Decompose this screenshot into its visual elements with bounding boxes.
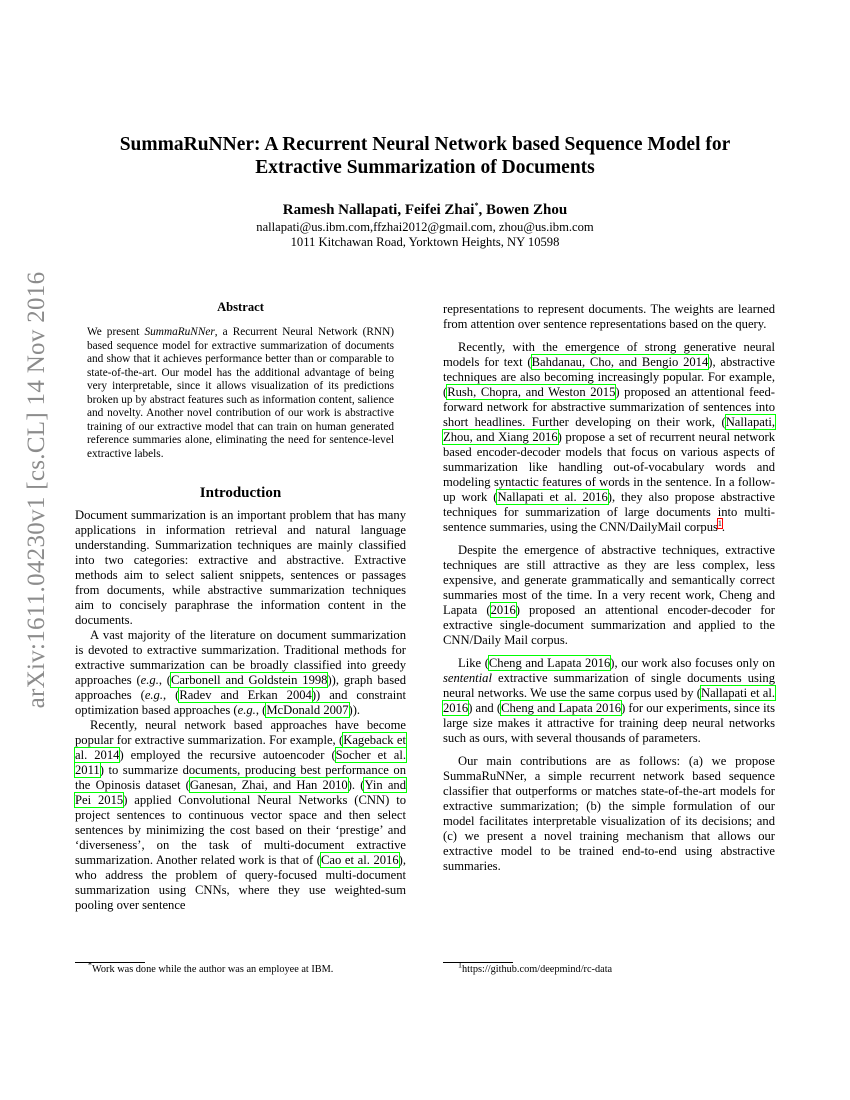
eg-abbrev: e.g.: [140, 673, 159, 687]
abstract-body: [87, 326, 394, 461]
author-emails: nallapati@us.ibm.com,ffzhai2012@gmail.com, zhou@us.ibm.com: [256, 220, 594, 234]
paragraph-text: , (: [163, 688, 180, 702]
paragraph-text: , (: [158, 673, 172, 687]
citation-link[interactable]: Yin and Pei 2015: [75, 778, 407, 807]
paragraph-text: ) to summarize documents, producing best performance on the Opinosis dataset (: [75, 763, 406, 792]
paragraph-text: ) and (: [468, 701, 502, 715]
citation-link[interactable]: Cheng and Lapata 2016: [488, 656, 611, 670]
right-paragraph-4: [443, 656, 775, 746]
emphasis-text: sentential: [443, 671, 492, 685]
title-line-2: Extractive Summarization of Documents: [255, 157, 595, 178]
citation-link[interactable]: 2016: [490, 603, 516, 617]
title-line-1: SummaRuNNer: A Recurrent Neural Network based Sequence Model for: [119, 134, 731, 155]
paragraph-text: ) propose a set of recurrent neural network based encoder-decoder models that focus on various aspects of summarization like handling out-of-vocabulary words and modeling syntactic features of words in the sentence. In a follow-up work (: [443, 430, 775, 504]
footnote-right: [458, 960, 613, 976]
citation-link[interactable]: McDonald 2007: [266, 703, 349, 717]
paragraph-text: extractive summarization of single documents using neural networks. We use the same corpus used by (: [443, 671, 775, 700]
citation-link[interactable]: Nallapati et al. 2016: [497, 490, 608, 504]
paragraph-text: ), who address the problem of query-focused multi-document summarization using CNNs, where they use weighted-sum pooling over sentence: [75, 853, 406, 912]
paragraph-text: )), graph based approaches (: [75, 673, 407, 702]
footnote-text: Work was done while the author was an employee at IBM.: [92, 964, 334, 975]
citation-link[interactable]: Nallapati et al. 2016: [443, 686, 775, 715]
author-address: 1011 Kitchawan Road, Yorktown Heights, NY 10598: [290, 235, 560, 249]
author-list: [75, 202, 775, 219]
author-footnote-mark: *: [474, 201, 479, 210]
paper-title: [75, 133, 775, 179]
paragraph-text: Recently, with the emergence of strong generative neural models for text (: [443, 340, 775, 369]
citation-link[interactable]: Radev and Erkan 2004: [179, 688, 312, 702]
paragraph-text: ) for our experiments, since its large size makes it attractive for training deep neural networks such as ours, with several thousands of parameters.: [443, 701, 775, 745]
paragraph-text: )).: [348, 703, 361, 717]
citation-link[interactable]: Bahdanau, Cho, and Bengio 2014: [531, 355, 709, 369]
introduction-heading: Introduction: [199, 485, 282, 501]
paragraph-text: ) employed the recursive autoencoder (: [119, 748, 336, 762]
footnote-url[interactable]: https://github.com/deepmind/rc-data: [462, 964, 613, 975]
citation-link[interactable]: Nallapati, Zhou, and Xiang 2016: [443, 415, 775, 444]
abstract-text: We present: [87, 326, 145, 338]
right-paragraph-2: [443, 340, 775, 535]
arxiv-id: arXiv:1611.04230v1 [cs.CL] 14 Nov 2016: [23, 271, 50, 709]
citation-link[interactable]: Socher et al. 2011: [75, 748, 407, 777]
paragraph-text: Recently, neural network based approaches have become popular for extractive summarization. For example, (: [75, 718, 406, 747]
citation-link[interactable]: Carbonell and Goldstein 1998: [171, 673, 328, 687]
paragraph-text: ) proposed an attentional encoder-decoder for extractive single-document summarization and applied to the CNN/Daily Mail corpus.: [443, 603, 775, 647]
paragraph-text: ) proposed an attentional feed-forward network for abstractive summarization of sentences into short headlines. Further developing on their work, (: [443, 385, 775, 429]
intro-paragraph-1: Document summarization is an important problem that has many applications in information retrieval and natural language understanding. Summarization techniques are mainly classified into two categories: extractive and abstractive. Extractive methods aim to select salient snippets, sentences or passages from documents, while abstractive summarization techniques aim to concisely paraphrase the information content in the documents.: [75, 508, 406, 627]
authors-part-1: Ramesh Nallapati, Feifei Zhai: [282, 202, 475, 218]
eg-abbrev: e.g.: [144, 688, 163, 702]
right-paragraph-1: representations to represent documents. The weights are learned from attention over sentence representations based on the query.: [443, 302, 775, 331]
citation-link[interactable]: Cao et al. 2016: [321, 853, 399, 867]
citation-link[interactable]: Cheng and Lapata 2016: [501, 701, 622, 715]
authors-part-2: , Bowen Zhou: [478, 202, 568, 218]
eg-abbrev: e.g.: [237, 703, 256, 717]
abstract-heading: Abstract: [217, 300, 264, 314]
footnote-rule-right: [443, 962, 513, 963]
model-name: SummaRuNNer: [144, 326, 215, 338]
paragraph-text: A vast majority of the literature on document summarization is devoted to extractive summarization. Traditional methods for extractive summarization can be broadly classified into greedy approaches (: [75, 628, 406, 687]
left-column: [75, 300, 406, 913]
paragraph-text: ), our work also focuses only on: [610, 656, 775, 670]
paragraph-text: )) and constraint optimization based approaches (: [75, 688, 407, 717]
footnote-mark: 1: [458, 960, 462, 970]
intro-paragraph-3: [75, 718, 406, 913]
paragraph-text: Despite the emergence of abstractive techniques, extractive techniques are still attractive as they are less complex, less expensive, and generate grammatically and semantically correct summaries most of the time. In a very recent work, Cheng and Lapata (: [443, 543, 775, 617]
paragraph-text: , (: [255, 703, 267, 717]
paragraph-text: ), abstractive techniques are also becoming increasingly popular. For example, (: [443, 355, 775, 399]
paragraph-text: Like (: [458, 656, 489, 670]
abstract-text: , a Recurrent Neural Network (RNN) based sequence model for extractive summarization of documents and show that it achieves performance better than or comparable to state-of-the-art. Our model has the additional advantage of being very interpretable, since it allows visualization of its predictions broken up by abstract features such as information content, salience and novelty. Another novel contribution of our work is abstractive training of our extractive model that can train on human generated reference summaries alone, eliminating the need for sentence-level extractive labels.: [87, 326, 394, 460]
intro-paragraph-2: [75, 628, 406, 718]
paragraph-text: ). (: [347, 778, 365, 792]
citation-link[interactable]: Kageback et al. 2014: [75, 733, 406, 762]
paragraph-text: ), they also propose abstractive techniques for summarization of large documents into multi-sentence summaries, using the CNN/DailyMail corpus: [443, 490, 775, 534]
paragraph-text: .: [721, 520, 726, 534]
arxiv-sidebar-stamp: [22, 271, 52, 709]
right-column: [443, 302, 775, 874]
right-paragraph-3: [443, 543, 775, 648]
right-paragraph-5: Our main contributions are as follows: (a) we propose SummaRuNNer, a simple recurrent network based sequence classifier that outperforms or matches state-of-the-art models for extractive summarization; (b) the simple formulation of our model facilitates interpretable visualization of its decisions; and (c) we present a novel training mechanism that allows our extractive model to be trained end-to-end using abstractive summaries.: [443, 754, 775, 873]
footnote-rule-left: [75, 962, 145, 963]
footnote-mark: *: [88, 960, 92, 970]
affiliation: [75, 220, 775, 250]
footnote-link[interactable]: 1: [717, 518, 722, 528]
citation-link[interactable]: Rush, Chopra, and Weston 2015: [447, 385, 616, 399]
citation-link[interactable]: Ganesan, Zhai, and Han 2010: [189, 778, 348, 792]
footnote-left: [88, 960, 334, 976]
paragraph-text: ) applied Convolutional Neural Networks (CNN) to project sentences to continuous vector space and then select sentences by minimizing the cost based on their ‘prestige’ and ‘diverseness’, on the task of multi-document extractive summarization. Another related work is that of (: [75, 793, 406, 867]
